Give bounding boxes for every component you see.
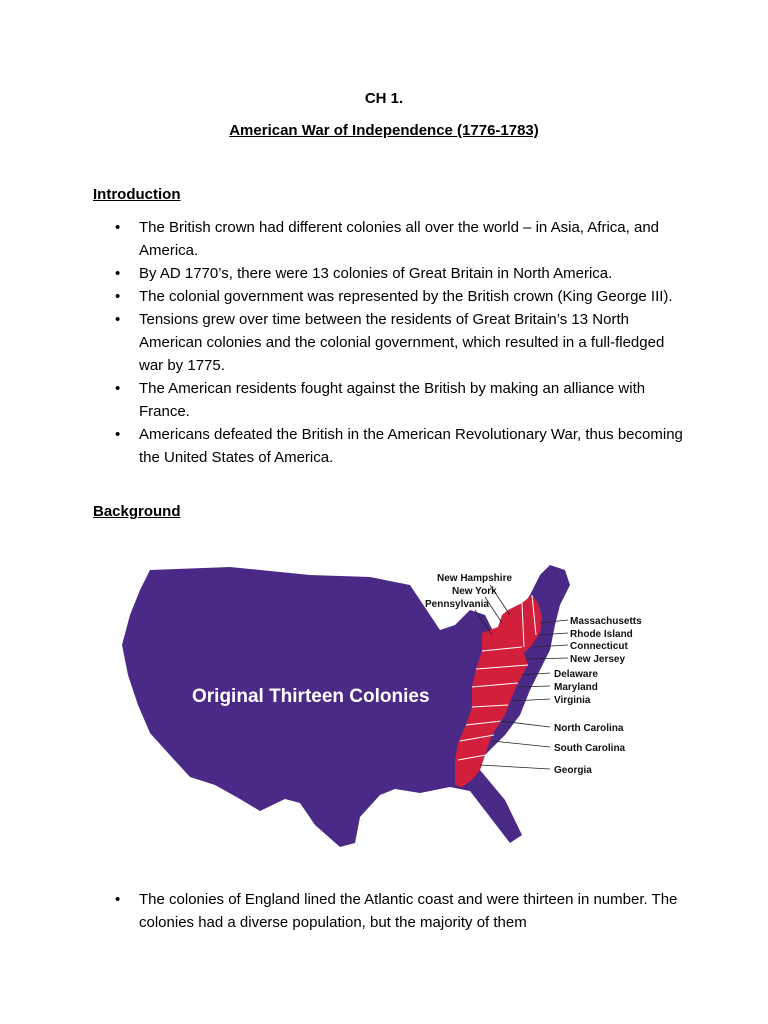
- label-north-carolina: North Carolina: [554, 723, 624, 734]
- label-connecticut: Connecticut: [570, 641, 628, 652]
- background-heading: Background: [93, 503, 181, 520]
- label-rhode-island: Rhode Island: [570, 629, 633, 640]
- label-maryland: Maryland: [554, 682, 598, 693]
- label-south-carolina: South Carolina: [554, 743, 626, 754]
- background-list: [93, 888, 683, 934]
- map-graphic: [110, 555, 650, 855]
- label-pennsylvania: Pennsylvania: [425, 599, 489, 610]
- list-item: • Tensions grew over time between the residents of Great Britain’s 13 North American colonies and the colonial government, which resulted in a full-fledged war by 1775.: [93, 308, 683, 377]
- label-delaware: Delaware: [554, 669, 598, 680]
- label-virginia: Virginia: [554, 695, 591, 706]
- label-new-york: New York: [452, 586, 497, 597]
- label-georgia: Georgia: [554, 765, 592, 776]
- introduction-heading: Introduction: [93, 186, 181, 203]
- list-item: • Americans defeated the British in the American Revolutionary War, thus becoming the United States of America.: [93, 423, 683, 469]
- thirteen-colonies-map: [110, 555, 650, 855]
- list-item: • By AD 1770’s, there were 13 colonies of Great Britain in North America.: [93, 262, 683, 285]
- introduction-list: [93, 216, 683, 469]
- list-item: • The colonial government was represented by the British crown (King George III).: [93, 285, 683, 308]
- label-new-hampshire: New Hampshire: [437, 573, 513, 584]
- label-massachusetts: Massachusetts: [570, 616, 642, 627]
- list-item: • The colonies of England lined the Atlantic coast and were thirteen in number. The colonies had a diverse population, but the majority of them: [93, 888, 683, 934]
- map-title: Original Thirteen Colonies: [192, 686, 430, 707]
- list-item: • The British crown had different colonies all over the world – in Asia, Africa, and America.: [93, 216, 683, 262]
- chapter-label: CH 1.: [364, 90, 404, 107]
- page-title: American War of Independence (1776-1783): [229, 122, 539, 139]
- label-new-jersey: New Jersey: [570, 654, 626, 665]
- list-item: • The American residents fought against the British by making an alliance with France.: [93, 377, 683, 423]
